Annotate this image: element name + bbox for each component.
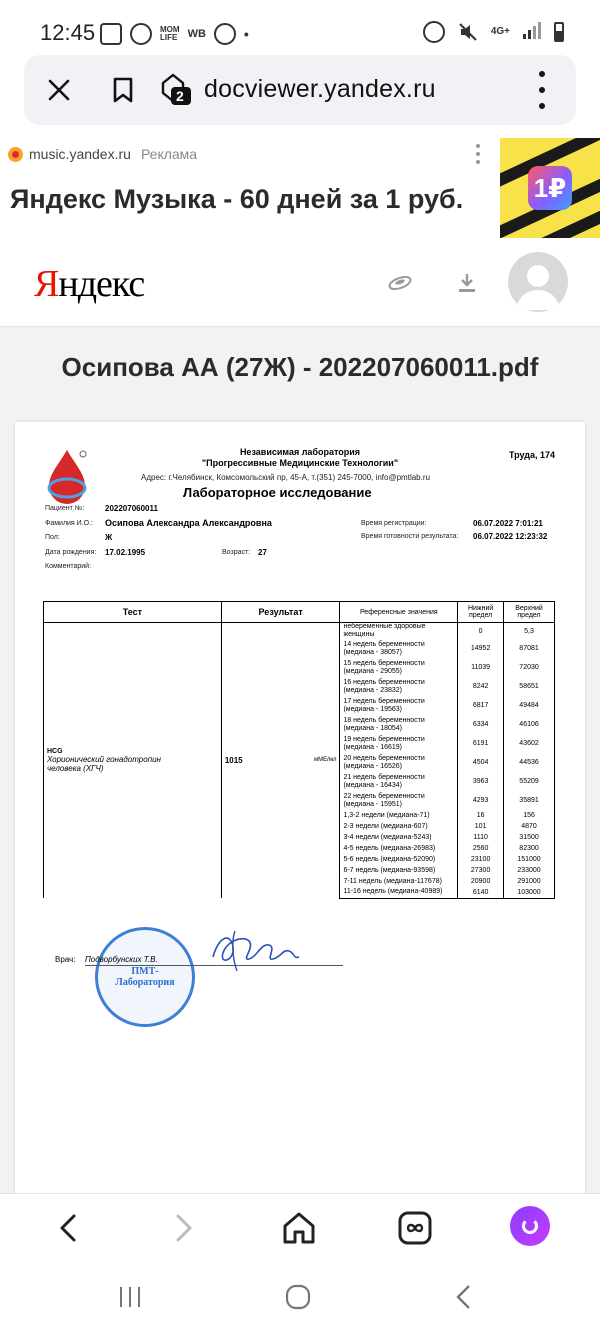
status-bar xyxy=(0,0,600,60)
home-icon[interactable] xyxy=(279,1208,319,1248)
low-limit: 20900 xyxy=(458,876,504,887)
lab-logo xyxy=(43,448,91,504)
reference-text: 19 недель беременности (медиана - 16619) xyxy=(340,734,458,753)
low-limit: 27300 xyxy=(458,865,504,876)
home-nav-icon[interactable] xyxy=(278,1277,318,1317)
lab-branch: Труда, 174 xyxy=(508,450,555,460)
wb-icon: WB xyxy=(187,28,206,40)
system-navigation xyxy=(0,1263,600,1332)
doctor-name: Подворбунских Т.В. xyxy=(85,955,158,964)
ad-source xyxy=(8,146,197,162)
reg-time: 06.07.2022 7:01:21 xyxy=(473,519,543,528)
ad-label: Реклама xyxy=(140,146,198,162)
tabs-button[interactable] xyxy=(157,69,197,109)
low-limit: 6191 xyxy=(458,734,504,753)
forward-icon[interactable] xyxy=(164,1208,204,1248)
alarm-icon xyxy=(423,21,445,43)
reference-text: 1,3-2 недели (медиана-71) xyxy=(340,810,458,821)
reference-text: 21 недель беременности (медиана - 16434) xyxy=(340,772,458,791)
bookmark-icon[interactable] xyxy=(106,73,140,107)
high-limit: 4870 xyxy=(504,821,555,832)
app-notification-icon xyxy=(100,23,122,45)
patient-no: 202207060011 xyxy=(105,504,158,513)
high-limit: 46106 xyxy=(504,715,555,734)
ad-logo: 1₽ xyxy=(528,166,572,210)
header-test: Тест xyxy=(44,602,222,623)
reg-time-label: Время регистрации: xyxy=(361,520,427,527)
reference-text: 20 недель беременности (медиана - 16526) xyxy=(340,753,458,772)
low-limit: 4293 xyxy=(458,791,504,810)
high-limit: 151000 xyxy=(504,854,555,865)
low-limit: 1110 xyxy=(458,832,504,843)
lab-address: Адрес: г.Челябинск, Комсомольский пр, 45-А, т.(351) 245-7000, info@pmtlab.ru xyxy=(141,473,430,482)
reference-text: 16 недель беременности (медиана - 23832) xyxy=(340,677,458,696)
more-notifications-icon: • xyxy=(243,26,249,42)
signal-icon xyxy=(522,20,542,43)
reference-text: 5-6 недель (медиана-52090) xyxy=(340,854,458,865)
high-limit: 55209 xyxy=(504,772,555,791)
low-limit: 6817 xyxy=(458,696,504,715)
reference-text: 3-4 недели (медиана-5243) xyxy=(340,832,458,843)
menu-icon[interactable] xyxy=(532,71,552,109)
header-low: Нижний предел xyxy=(458,602,504,623)
save-to-disk-icon[interactable] xyxy=(388,273,412,291)
lab-name: Независимая лаборатория "Прогрессивные Медицинские Технологии" xyxy=(201,447,399,468)
high-limit: 72030 xyxy=(504,658,555,677)
patient-sex: Ж xyxy=(105,533,113,542)
low-limit: 101 xyxy=(458,821,504,832)
table-row xyxy=(44,623,555,640)
app-notification-icon xyxy=(130,23,152,45)
music-logo-icon xyxy=(8,147,23,162)
test-name: Хорионический гонадотропин человека (ХГЧ) xyxy=(47,755,161,774)
high-limit: 103000 xyxy=(504,887,555,898)
reference-text: 6-7 недель (медиана-93598) xyxy=(340,865,458,876)
high-limit: 291000 xyxy=(504,876,555,887)
patient-dob: 17.02.1995 xyxy=(105,548,146,557)
battery-icon xyxy=(554,22,564,42)
low-limit: 6140 xyxy=(458,887,504,898)
reference-text: 7-11 недель (медиана-117678) xyxy=(340,876,458,887)
yandex-logo[interactable]: Яндекс xyxy=(34,263,145,305)
high-limit: 58651 xyxy=(504,677,555,696)
low-limit: 14952 xyxy=(458,639,504,658)
high-limit: 49484 xyxy=(504,696,555,715)
address-bar xyxy=(24,55,576,125)
url-text[interactable]: docviewer.yandex.ru xyxy=(204,75,436,103)
momlife-icon: MOM LIFE xyxy=(160,25,180,42)
ready-time-label: Время готовности результата: xyxy=(361,533,459,540)
patient-name: Осипова Александра Александровна xyxy=(105,518,272,528)
document-page xyxy=(15,422,585,1193)
patient-age: 27 xyxy=(258,548,267,557)
status-right xyxy=(423,20,564,43)
reference-text: 22 недель беременности (медиана - 15951) xyxy=(340,791,458,810)
network-type: 4G+ xyxy=(490,26,510,37)
results-table xyxy=(43,601,555,899)
stamp-text: ПМТ-Лаборатория xyxy=(115,966,175,988)
reference-text: 2-3 недели (медиана-607) xyxy=(340,821,458,832)
low-limit: 2560 xyxy=(458,843,504,854)
high-limit: 82300 xyxy=(504,843,555,854)
reference-text: 11-16 недель (медиана-40989) xyxy=(340,887,458,898)
ad-banner[interactable] xyxy=(0,138,600,238)
low-limit: 4504 xyxy=(458,753,504,772)
reference-text: 17 недель беременности (медиана - 19563) xyxy=(340,696,458,715)
comment-label: Комментарий: xyxy=(45,563,92,570)
avatar[interactable] xyxy=(508,252,568,312)
recent-apps-icon[interactable] xyxy=(110,1277,150,1317)
low-limit: 6334 xyxy=(458,715,504,734)
results-body xyxy=(44,623,555,899)
high-limit: 43602 xyxy=(504,734,555,753)
ad-title: Яндекс Музыка - 60 дней за 1 руб. xyxy=(10,184,464,214)
test-cell xyxy=(44,623,222,899)
ad-domain: music.yandex.ru xyxy=(29,146,131,162)
header-high: Верхний предел xyxy=(504,602,555,623)
doctor-signature xyxy=(205,927,315,977)
status-time: 12:45 xyxy=(40,20,96,45)
low-limit: 23100 xyxy=(458,854,504,865)
clinic-stamp xyxy=(95,927,195,1027)
reference-text: 4-5 недель (медиана-26983) xyxy=(340,843,458,854)
viewer-header xyxy=(0,238,600,327)
reference-text: 18 недель беременности (медиана - 18054) xyxy=(340,715,458,734)
document-title: Осипова АА (27Ж) - 202207060011.pdf xyxy=(61,352,539,382)
low-limit: 0 xyxy=(458,623,504,640)
result-unit: мМЕ/мл xyxy=(314,757,337,763)
name-label: Фамилия И.О.: xyxy=(45,520,93,527)
table-header-row xyxy=(44,602,555,623)
low-limit: 11039 xyxy=(458,658,504,677)
download-icon[interactable] xyxy=(458,272,476,294)
doctor-label: Врач: xyxy=(55,955,76,964)
low-limit: 3963 xyxy=(458,772,504,791)
result-cell xyxy=(221,623,340,899)
sex-label: Пол: xyxy=(45,534,60,541)
high-limit: 87081 xyxy=(504,639,555,658)
age-label: Возраст: xyxy=(222,549,251,556)
patient-no-label: Пациент №: xyxy=(45,505,85,512)
dob-label: Дата рождения: xyxy=(45,549,97,556)
tabs-overview-icon[interactable] xyxy=(395,1208,435,1248)
high-limit: 31500 xyxy=(504,832,555,843)
low-limit: 8242 xyxy=(458,677,504,696)
header-result: Результат xyxy=(221,602,340,623)
result-value: 1015 xyxy=(224,756,243,765)
reference-text: небеременные здоровые женщины xyxy=(340,623,458,640)
high-limit: 5,3 xyxy=(504,623,555,640)
high-limit: 233000 xyxy=(504,865,555,876)
test-code: HCG xyxy=(47,747,63,755)
back-nav-icon[interactable] xyxy=(444,1277,484,1317)
browser-bottom-bar xyxy=(0,1193,600,1264)
mute-icon xyxy=(457,21,479,43)
close-icon[interactable] xyxy=(42,73,76,107)
notification-icons xyxy=(100,20,249,48)
high-limit: 44536 xyxy=(504,753,555,772)
reference-text: 15 недель беременности (медиана - 29055) xyxy=(340,658,458,677)
header-reference: Референсные значения xyxy=(340,602,458,623)
ad-image xyxy=(500,138,600,238)
reference-text: 14 недель беременности (медиана - 38057) xyxy=(340,639,458,658)
back-icon[interactable] xyxy=(48,1208,88,1248)
report-heading: Лабораторное исследование xyxy=(183,485,372,500)
high-limit: 156 xyxy=(504,810,555,821)
low-limit: 16 xyxy=(458,810,504,821)
ready-time: 06.07.2022 12:23:32 xyxy=(473,532,548,541)
high-limit: 35891 xyxy=(504,791,555,810)
ad-options-icon[interactable] xyxy=(476,144,482,164)
tab-count: 2 xyxy=(176,88,184,104)
chef-icon xyxy=(214,23,236,45)
alice-assistant-icon[interactable] xyxy=(510,1206,550,1246)
